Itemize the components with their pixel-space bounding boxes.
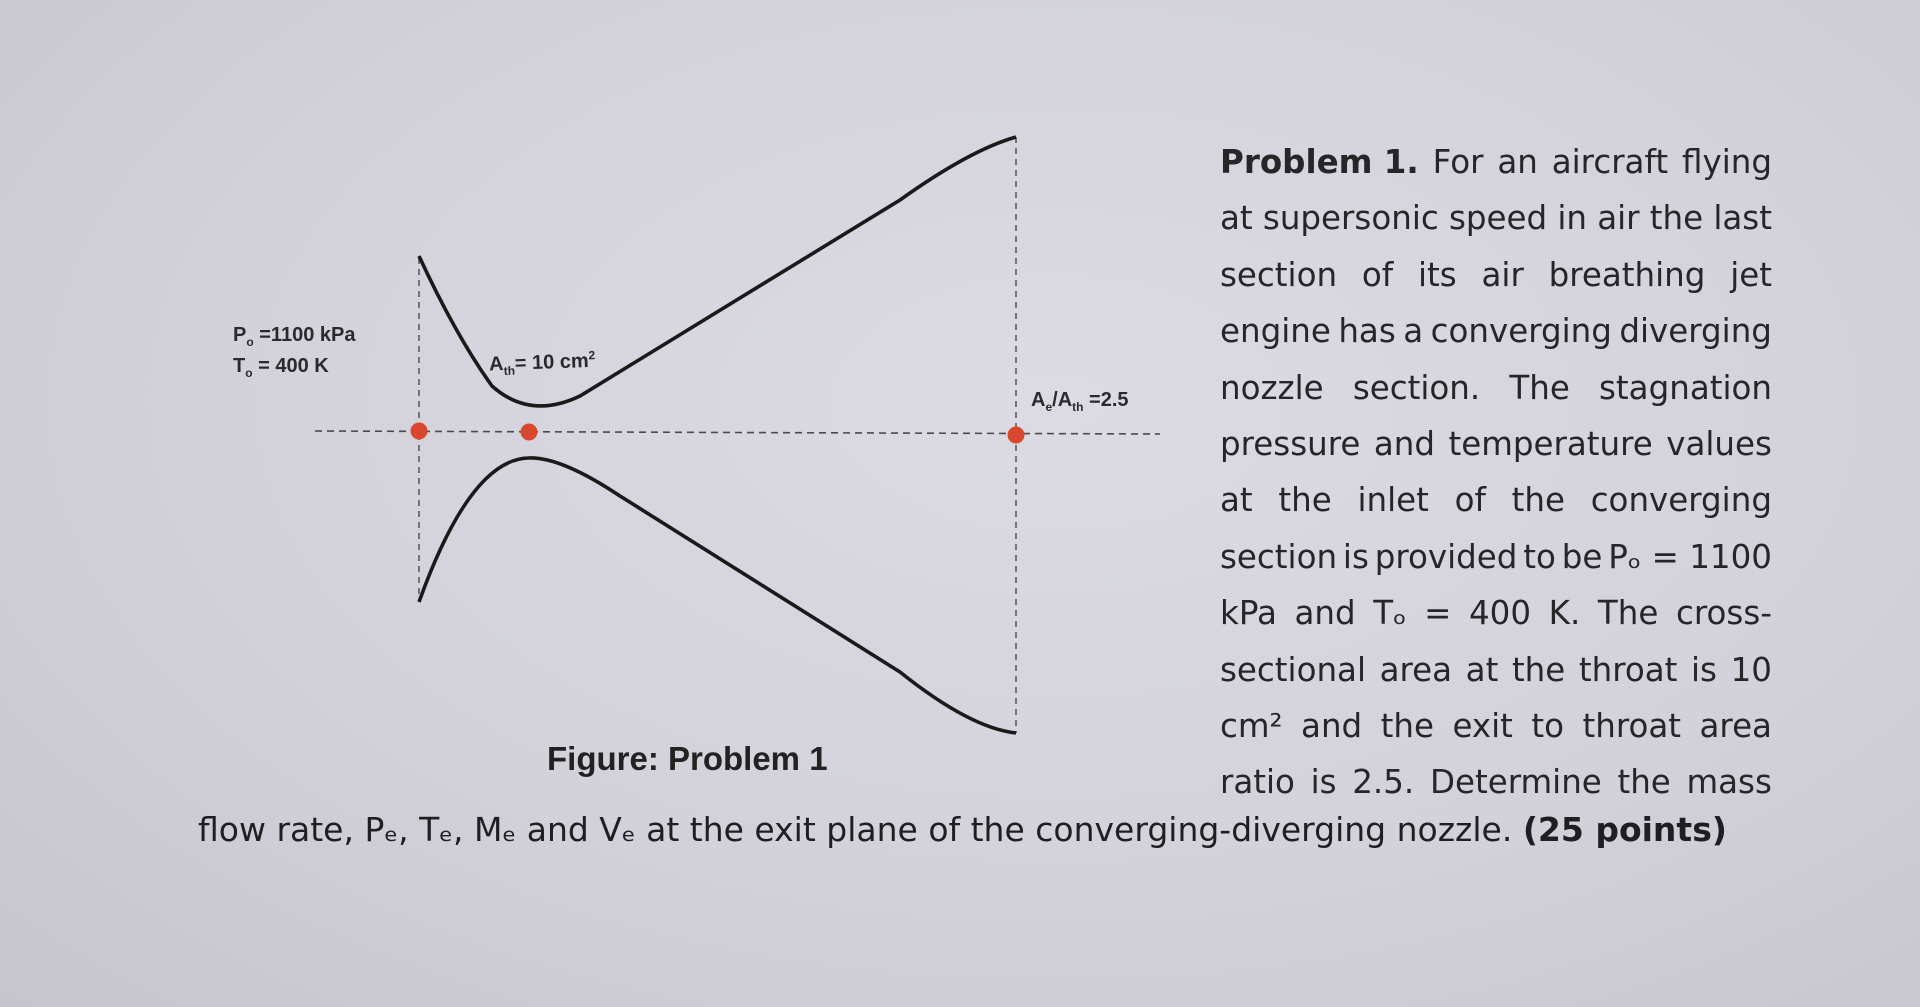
problem-line (1220, 134, 1772, 190)
problem-word: kPa (1220, 594, 1277, 633)
problem-word: mass (1686, 763, 1772, 802)
problem-word: nozzle (1220, 368, 1324, 407)
problem-word: provided (1374, 537, 1518, 576)
problem-word: of (1454, 481, 1486, 520)
problem-word: is (1310, 763, 1337, 802)
problem-word: air (1597, 199, 1640, 238)
problem-word: and (1301, 706, 1363, 745)
inlet-pressure-label: $P_o =1100$ kPa (233, 324, 356, 349)
problem-line (1220, 529, 1772, 585)
problem-word: throat (1578, 650, 1678, 689)
problem-word: at (1220, 481, 1253, 520)
problem-word: last (1713, 199, 1772, 238)
problem-word: to (1531, 706, 1565, 745)
problem-line (1220, 190, 1772, 246)
problem-word: ratio (1220, 763, 1295, 802)
problem-word: to (1523, 537, 1556, 576)
problem-word: Determine (1429, 763, 1602, 802)
problem-word: Problem 1. (1220, 143, 1419, 181)
problem-word: 10 (1730, 650, 1772, 689)
problem-word: the (1617, 763, 1671, 802)
problem-word: Tₒ (1373, 594, 1407, 633)
problem-line (1220, 303, 1772, 359)
problem-word: at (1465, 650, 1499, 689)
problem-word: breathing (1548, 255, 1706, 294)
problem-word: pressure (1220, 424, 1361, 463)
problem-word: cm² (1220, 706, 1283, 745)
problem-word: the (1278, 481, 1332, 520)
problem-word: For (1432, 143, 1484, 181)
problem-word: throat (1582, 706, 1682, 745)
problem-word: = (1424, 594, 1452, 633)
problem-line (1220, 247, 1772, 303)
problem-word: section (1220, 537, 1338, 576)
problem-line (1220, 754, 1772, 810)
problem-word: The (1509, 368, 1570, 407)
problem-word: engine (1220, 312, 1331, 351)
inlet-marker (411, 423, 428, 440)
problem-word: stagnation (1599, 368, 1772, 407)
throat-marker (521, 424, 538, 441)
problem-word: in (1557, 199, 1587, 238)
problem-word: temperature (1448, 424, 1653, 463)
problem-line (1220, 642, 1772, 698)
problem-word: an (1497, 143, 1538, 181)
problem-word: section (1220, 255, 1338, 294)
problem-word: air (1481, 255, 1524, 294)
problem-word: converging (1590, 481, 1772, 520)
problem-word: diverging (1619, 312, 1772, 351)
problem-word: exit (1452, 706, 1513, 745)
problem-word: cross- (1675, 594, 1772, 633)
problem-final-line: flow rate, Pₑ, Tₑ, Mₑ and Vₑ at the exit plane of the converging-diverging nozzle. (25 points) (198, 810, 1727, 849)
problem-word: the (1380, 706, 1434, 745)
problem-line (1220, 416, 1772, 472)
problem-line (1220, 698, 1772, 754)
problem-word: at (1220, 199, 1253, 238)
problem-line (1220, 472, 1772, 528)
problem-word: and (1373, 424, 1436, 463)
problem-word: is (1342, 537, 1369, 576)
problem-word: has (1338, 312, 1396, 351)
problem-line (1220, 585, 1772, 641)
problem-word: inlet (1357, 481, 1429, 520)
problem-word: section. (1352, 368, 1481, 407)
problem-word: be (1561, 537, 1603, 576)
problem-word: its (1417, 255, 1457, 294)
problem-word: the (1511, 481, 1565, 520)
problem-word: K. (1548, 594, 1581, 633)
problem-word: aircraft (1551, 143, 1669, 181)
problem-word: a (1403, 312, 1424, 351)
inlet-temperature-label: $T_o = 400$ K (233, 355, 329, 380)
problem-word: converging (1430, 312, 1612, 351)
problem-word: values (1666, 424, 1772, 463)
problem-statement (1220, 134, 1772, 811)
problem-word: area (1379, 650, 1453, 689)
points-label: (25 points) (1522, 810, 1727, 849)
nozzle-lower-wall (419, 458, 1016, 733)
problem-word: flying (1681, 143, 1772, 181)
problem-word: the (1511, 650, 1566, 689)
problem-word: speed (1448, 199, 1548, 238)
problem-word: is (1691, 650, 1717, 689)
problem-word: The (1597, 594, 1659, 633)
problem-word: sectional (1220, 650, 1366, 689)
problem-word: and (1294, 594, 1356, 633)
figure-caption: Figure: Problem 1 (547, 740, 828, 777)
problem-word: jet (1730, 255, 1772, 294)
problem-word: 2.5. (1352, 763, 1415, 802)
problem-line (1220, 360, 1772, 416)
problem-word: Pₒ = 1100 (1608, 537, 1772, 576)
throat-area-label: $A_{th}= 10$ $cm^2$ (488, 348, 596, 379)
nozzle-centerline (315, 431, 1160, 434)
problem-word: supersonic (1262, 199, 1439, 238)
problem-word: 400 (1469, 594, 1532, 633)
exit-area-ratio-label: $A_e/A_{th} =2.5$ (1031, 389, 1129, 414)
problem-word: the (1649, 199, 1704, 238)
problem-word: area (1699, 706, 1772, 745)
exit-marker (1008, 427, 1025, 444)
problem-word: of (1361, 255, 1394, 294)
